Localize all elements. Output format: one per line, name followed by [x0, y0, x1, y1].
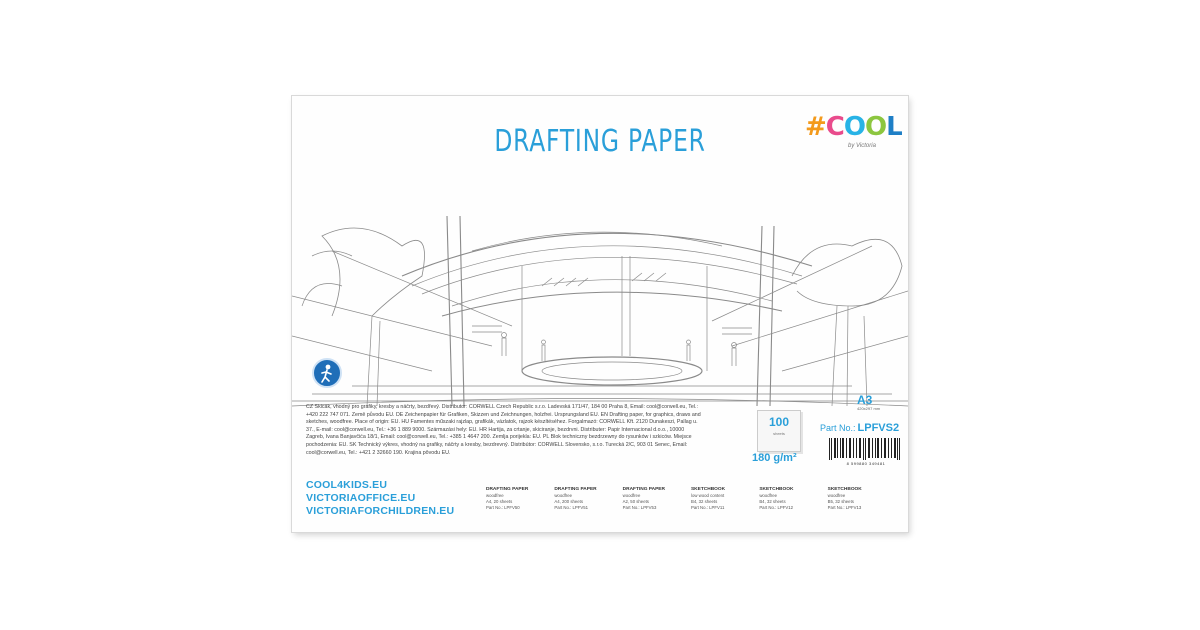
part-number-label: Part No.: — [820, 423, 856, 433]
cool-brand-logo — [805, 112, 902, 156]
related-product-part: Part No.: LPFV53 — [622, 505, 657, 510]
related-product — [623, 487, 691, 511]
person-icon — [312, 358, 342, 388]
related-product-name: SKETCHBOOK — [827, 487, 862, 492]
website-url: VICTORIAOFFICE.EU — [306, 492, 416, 504]
sheets-word: sheets — [773, 431, 785, 436]
multilingual-description: CZ Skicák, vhodný pro grafiky, kresby a náčrty, bezdřevý. Distributor: CORWELL Czech Republic s.r.o. Ladevská 171/47, 184 00 Praha 8, Email: cool@corwell.eu, Tel.: +420 222 747 071. Země původu EU. DE Zeichenpapier für Grafiken, Skizzen und Zeichnungen, holzfrei. Ursprungsland EU. EN Drafting paper, for graphics, draws and sketches, woodfree. Place of origin: EU. HU Famentes műszaki rajzlap, grafikák, vázlatok, rajzok készítéséhez. Forgalmazó: CORWELL Kft. 2120 Dunakeszi, Pallag u. 37., E-mail: cool@corwell.eu, Tel.: +36 1 889 9000. Származási hely: EU. HR Hartija, za crtanje, skiciranje, bezdrvni. Distributer: Papir Internacional d.o.o., 10000 Zagreb, Ivana Banjavčića 18/1, Email: cool@corwell.eu, Tel.: +385 1 4647 200. Zemlja porijekla: EU. PL Blok techniczny bezdrzewny do rysunków i szkiców. Miejsce pochodzenia: EU. SK Technický výkres, vhodný na grafiky, náčrty a kresby, bezdrevný. Distribútor: CORWELL Slovensko, s.r.o. Turecká 2/C, 903 01 Senec, Email: cool@corwell.eu, Tel.: +421 2 32660 190. Krajina pôvodu EU. — [306, 404, 701, 456]
barcode-digits: 8 599880 349481 — [846, 461, 886, 466]
related-product-quality: woodfree — [759, 493, 777, 498]
related-product-name: DRAFTING PAPER — [486, 487, 529, 492]
part-number — [820, 422, 899, 434]
drafting-paper-cover — [292, 96, 908, 532]
related-product-spec: A2, 50 sheets — [622, 499, 649, 504]
related-product-name: SKETCHBOOK — [690, 487, 726, 492]
related-product-quality: woodfree — [554, 493, 573, 498]
related-product — [759, 487, 827, 511]
logo-byline: by Victoria — [848, 143, 876, 149]
related-product-spec: B5, 32 sheets — [827, 499, 854, 504]
related-product-quality: woodfree — [827, 493, 846, 498]
related-product-spec: A4, 200 sheets — [554, 499, 583, 504]
related-product-spec: B4, 32 sheets — [759, 499, 786, 504]
related-product-part: Part No.: LPFV50 — [486, 505, 520, 510]
related-product — [828, 487, 896, 511]
related-product-quality: low wood content — [690, 493, 725, 498]
website-list — [306, 479, 454, 518]
related-product-part: Part No.: LPFV12 — [759, 505, 793, 510]
website-url: VICTORIAFORCHILDREN.EU — [306, 505, 455, 517]
product-title: DRAFTING PAPER — [494, 124, 706, 159]
related-product-spec: B4, 32 sheets — [690, 499, 718, 504]
paper-weight: 180 g/m² — [752, 452, 797, 464]
related-product — [691, 487, 759, 511]
part-number-value: LPFVS2 — [857, 422, 900, 434]
paper-size-mm: 420x297 mm — [857, 406, 881, 411]
related-product-name: SKETCHBOOK — [759, 487, 794, 492]
logo-hash: # — [805, 112, 826, 142]
logo-letter: C — [825, 112, 844, 142]
sheets-count: 100 — [768, 415, 790, 429]
logo-letter: O — [865, 112, 887, 142]
related-product-spec: A4, 20 sheets — [486, 499, 513, 504]
barcode-icon — [827, 438, 902, 460]
related-product — [486, 487, 554, 511]
related-product — [554, 487, 622, 511]
related-product-part: Part No.: LPFV51 — [554, 505, 589, 510]
related-product-name: DRAFTING PAPER — [622, 487, 665, 492]
logo-letter: L — [886, 112, 902, 142]
related-product-part: Part No.: LPFV11 — [690, 505, 725, 510]
related-product-quality: woodfree — [486, 493, 504, 498]
paper-size: A3 — [857, 393, 873, 407]
website-url: COOL4KIDS.EU — [306, 479, 388, 491]
sheets-count-badge — [757, 410, 801, 452]
related-product-part: Part No.: LPFV13 — [827, 505, 862, 510]
related-product-name: DRAFTING PAPER — [554, 487, 597, 492]
related-products — [486, 487, 896, 511]
architectural-sketch-illustration — [292, 156, 908, 411]
related-product-quality: woodfree — [622, 493, 641, 498]
logo-letter: O — [843, 112, 865, 142]
